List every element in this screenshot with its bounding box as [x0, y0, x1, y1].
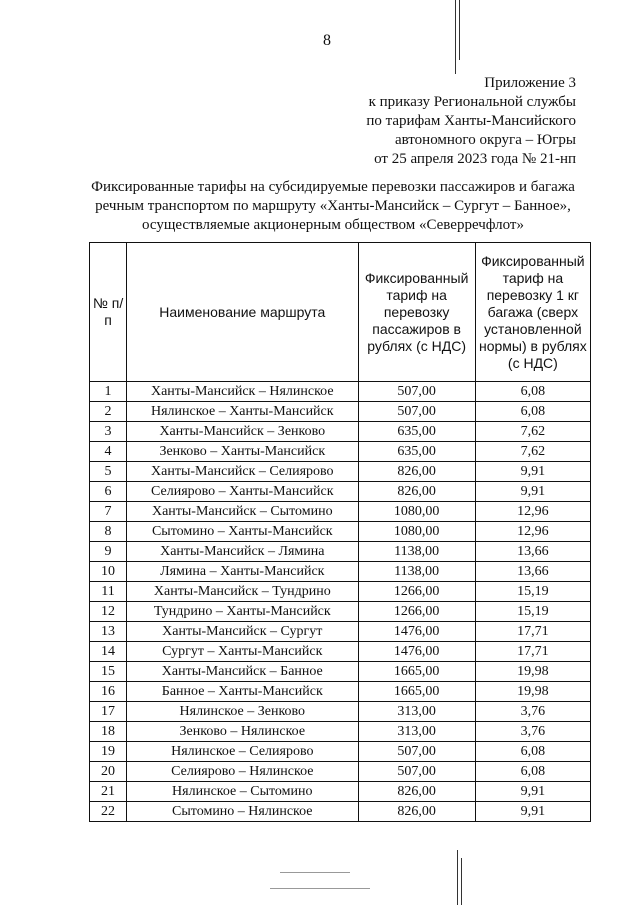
baggage-tariff-cell: 17,71: [475, 642, 590, 662]
table-row: [90, 722, 591, 742]
table-row: [90, 622, 591, 642]
baggage-tariff-cell: 7,62: [475, 422, 590, 442]
route-name-cell: Селиярово – Ханты-Мансийск: [127, 482, 358, 502]
route-name-cell: Ханты-Мансийск – Селиярово: [127, 462, 358, 482]
table-row: [90, 802, 591, 822]
appendix-line: автономного округа – Югры: [394, 132, 576, 148]
header-route: Наименование маршрута: [127, 243, 358, 382]
route-name-cell: Зенково – Нялинское: [127, 722, 358, 742]
row-num-cell: 8: [90, 522, 127, 542]
route-name-cell: Нялинское – Ханты-Мансийск: [127, 402, 358, 422]
passenger-tariff-cell: 635,00: [358, 422, 475, 442]
table-row: [90, 502, 591, 522]
appendix-line: от 25 апреля 2023 года № 21-нп: [374, 151, 576, 167]
row-num-cell: 1: [90, 382, 127, 402]
passenger-tariff-cell: 507,00: [358, 402, 475, 422]
passenger-tariff-cell: 1476,00: [358, 642, 475, 662]
title-line: Фиксированные тарифы на субсидируемые перевозки пассажиров и багажа: [91, 179, 575, 195]
route-name-cell: Сытомино – Нялинское: [127, 802, 358, 822]
route-name-cell: Селиярово – Нялинское: [127, 762, 358, 782]
route-name-cell: Банное – Ханты-Мансийск: [127, 682, 358, 702]
table-row: [90, 522, 591, 542]
table-row: [90, 442, 591, 462]
passenger-tariff-cell: 1080,00: [358, 522, 475, 542]
baggage-tariff-cell: 13,66: [475, 542, 590, 562]
appendix-line: Приложение 3: [484, 75, 576, 91]
row-num-cell: 19: [90, 742, 127, 762]
appendix-line: к приказу Региональной службы: [368, 94, 576, 110]
route-name-cell: Сытомино – Ханты-Мансийск: [127, 522, 358, 542]
route-name-cell: Тундрино – Ханты-Мансийск: [127, 602, 358, 622]
table-row: [90, 682, 591, 702]
baggage-tariff-cell: 19,98: [475, 682, 590, 702]
row-num-cell: 3: [90, 422, 127, 442]
passenger-tariff-cell: 1138,00: [358, 562, 475, 582]
table-row: [90, 482, 591, 502]
appendix-line: по тарифам Ханты-Мансийского: [366, 113, 576, 129]
passenger-tariff-cell: 1266,00: [358, 602, 475, 622]
baggage-tariff-cell: 9,91: [475, 802, 590, 822]
scan-speck: [270, 888, 370, 889]
route-name-cell: Ханты-Мансийск – Нялинское: [127, 382, 358, 402]
header-passenger-tariff: Фиксированный тариф на перевозку пассажиров в рублях (с НДС): [358, 243, 475, 382]
table-row: [90, 762, 591, 782]
passenger-tariff-cell: 1665,00: [358, 662, 475, 682]
route-name-cell: Ханты-Мансийск – Сургут: [127, 622, 358, 642]
baggage-tariff-cell: 15,19: [475, 602, 590, 622]
route-name-cell: Нялинское – Сытомино: [127, 782, 358, 802]
route-name-cell: Ханты-Мансийск – Банное: [127, 662, 358, 682]
appendix-header: [256, 74, 576, 169]
baggage-tariff-cell: 7,62: [475, 442, 590, 462]
passenger-tariff-cell: 635,00: [358, 442, 475, 462]
passenger-tariff-cell: 826,00: [358, 802, 475, 822]
passenger-tariff-cell: 1476,00: [358, 622, 475, 642]
baggage-tariff-cell: 13,66: [475, 562, 590, 582]
passenger-tariff-cell: 1080,00: [358, 502, 475, 522]
row-num-cell: 17: [90, 702, 127, 722]
baggage-tariff-cell: 17,71: [475, 622, 590, 642]
passenger-tariff-cell: 1138,00: [358, 542, 475, 562]
baggage-tariff-cell: 3,76: [475, 722, 590, 742]
row-num-cell: 12: [90, 602, 127, 622]
baggage-tariff-cell: 6,08: [475, 382, 590, 402]
baggage-tariff-cell: 3,76: [475, 702, 590, 722]
table-row: [90, 422, 591, 442]
baggage-tariff-cell: 6,08: [475, 402, 590, 422]
table-row: [90, 462, 591, 482]
baggage-tariff-cell: 12,96: [475, 522, 590, 542]
row-num-cell: 5: [90, 462, 127, 482]
passenger-tariff-cell: 1266,00: [358, 582, 475, 602]
table-row: [90, 642, 591, 662]
title-line: осуществляемые акционерным обществом «Северречфлот»: [142, 217, 524, 233]
document-title: [60, 178, 606, 235]
route-name-cell: Лямина – Ханты-Мансийск: [127, 562, 358, 582]
scan-line-bottom: [457, 850, 458, 905]
row-num-cell: 16: [90, 682, 127, 702]
route-name-cell: Сургут – Ханты-Мансийск: [127, 642, 358, 662]
row-num-cell: 22: [90, 802, 127, 822]
scan-line-bottom-2: [461, 858, 462, 905]
passenger-tariff-cell: 507,00: [358, 762, 475, 782]
table-header-row: [90, 243, 591, 382]
passenger-tariff-cell: 507,00: [358, 382, 475, 402]
row-num-cell: 15: [90, 662, 127, 682]
table-row: [90, 602, 591, 622]
table-row: [90, 382, 591, 402]
passenger-tariff-cell: 826,00: [358, 462, 475, 482]
route-name-cell: Ханты-Мансийск – Тундрино: [127, 582, 358, 602]
row-num-cell: 6: [90, 482, 127, 502]
row-num-cell: 10: [90, 562, 127, 582]
baggage-tariff-cell: 19,98: [475, 662, 590, 682]
route-name-cell: Ханты-Мансийск – Сытомино: [127, 502, 358, 522]
route-name-cell: Нялинское – Зенково: [127, 702, 358, 722]
row-num-cell: 21: [90, 782, 127, 802]
table-row: [90, 542, 591, 562]
passenger-tariff-cell: 1665,00: [358, 682, 475, 702]
baggage-tariff-cell: 15,19: [475, 582, 590, 602]
row-num-cell: 14: [90, 642, 127, 662]
table-row: [90, 562, 591, 582]
route-name-cell: Ханты-Мансийск – Лямина: [127, 542, 358, 562]
passenger-tariff-cell: 826,00: [358, 482, 475, 502]
table-row: [90, 402, 591, 422]
scan-speck: [280, 872, 350, 873]
route-name-cell: Ханты-Мансийск – Зенково: [127, 422, 358, 442]
row-num-cell: 20: [90, 762, 127, 782]
passenger-tariff-cell: 507,00: [358, 742, 475, 762]
passenger-tariff-cell: 313,00: [358, 702, 475, 722]
row-num-cell: 4: [90, 442, 127, 462]
route-name-cell: Нялинское – Селиярово: [127, 742, 358, 762]
baggage-tariff-cell: 9,91: [475, 462, 590, 482]
row-num-cell: 2: [90, 402, 127, 422]
route-name-cell: Зенково – Ханты-Мансийск: [127, 442, 358, 462]
baggage-tariff-cell: 6,08: [475, 742, 590, 762]
passenger-tariff-cell: 826,00: [358, 782, 475, 802]
title-line: речным транспортом по маршруту «Ханты-Мансийск – Сургут – Банное»,: [95, 198, 571, 214]
table-row: [90, 742, 591, 762]
passenger-tariff-cell: 313,00: [358, 722, 475, 742]
row-num-cell: 11: [90, 582, 127, 602]
baggage-tariff-cell: 6,08: [475, 762, 590, 782]
header-num: № п/п: [90, 243, 127, 382]
table-row: [90, 662, 591, 682]
table-row: [90, 782, 591, 802]
table-row: [90, 582, 591, 602]
baggage-tariff-cell: 9,91: [475, 782, 590, 802]
row-num-cell: 9: [90, 542, 127, 562]
row-num-cell: 18: [90, 722, 127, 742]
baggage-tariff-cell: 12,96: [475, 502, 590, 522]
row-num-cell: 7: [90, 502, 127, 522]
row-num-cell: 13: [90, 622, 127, 642]
scan-line-top-2: [459, 0, 460, 60]
tariff-table: [89, 242, 591, 822]
table-body: [90, 382, 591, 822]
baggage-tariff-cell: 9,91: [475, 482, 590, 502]
table-row: [90, 702, 591, 722]
page-number: 8: [323, 32, 331, 49]
header-baggage-tariff: Фиксированный тариф на перевозку 1 кг багажа (сверх установленной нормы) в рублях (с НДС): [475, 243, 590, 382]
